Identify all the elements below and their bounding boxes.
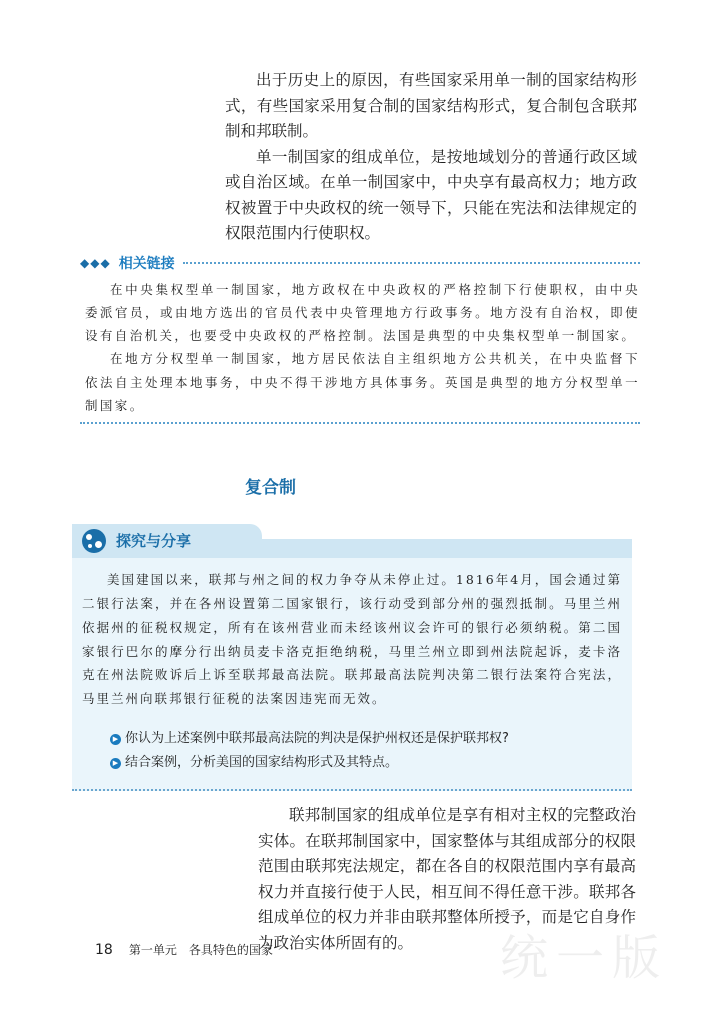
page-number: 18 (95, 942, 113, 958)
explore-title: 探究与分享 (116, 532, 192, 551)
intro-text (225, 68, 637, 247)
paragraph: 美国建国以来，联邦与州之间的权力争夺从未停止过。1816年4月，国会通过第二银行法案，并在各州设置第二国家银行，该行动受到部分州的强烈抵制。马里兰州依据州的征税权规定，所有在该州营业而未经该州议会许可的银行必须纳税。第二国家银行巴尔的摩分行出纳员麦卡洛克拒绝纳税，马里兰州立即到州法院起诉，麦卡洛克在州法院败诉后上诉至联邦最高法院。联邦最高法院判决第二银行法案符合宪法，马里兰州向联邦银行征税的法案因违宪而无效。 (82, 572, 622, 707)
section-heading: 复合制 (245, 478, 296, 499)
diamond-icon: ◆◆◆ (80, 255, 111, 270)
paragraph: 在地方分权型单一制国家，地方居民依法自主组织地方公共机关，在中央监督下依法自主处理本地事务，中央不得干涉地方具体事务。英国是典型的地方分权型单一制国家。 (85, 351, 640, 413)
page-footer (95, 942, 273, 958)
related-link-title: 相关链接 (118, 255, 175, 272)
question-item: ▶ 你认为上述案例中联邦最高法院的判决是保护州权还是保护联邦权? (110, 727, 622, 751)
related-link-box (80, 253, 640, 425)
paragraph: 联邦制国家的组成单位是享有相对主权的完整政治实体。在联邦制国家中，国家整体与其组成部分的权限范围由联邦宪法规定，都在各自的权限范围内享有最高权力并直接行使于人民，相互间不得任意干涉。联邦各组成单位的权力并非由联邦整体所授予，而是它自身作为政治实体所固有的。 (258, 806, 636, 952)
question-item: ▶ 结合案例，分析美国的国家结构形式及其特点。 (110, 751, 622, 775)
divider (183, 262, 640, 264)
paragraph: 出于历史上的原因，有些国家采用单一制的国家结构形式，有些国家采用复合制的国家结构形式，复合制包含联邦制和邦联制。 (225, 71, 637, 140)
arrow-bullet-icon: ▶ (110, 734, 121, 745)
chapter-title: 第一单元 各具特色的国家 (128, 943, 273, 957)
paragraph: 单一制国家的组成单位，是按地域划分的普通行政区域或自治区域。在单一制国家中，中央享有最高权力；地方政权被置于中央政权的统一领导下，只能在宪法和法律规定的权限范围内行使职权。 (225, 147, 637, 242)
watermark: 统一版 (500, 930, 669, 986)
divider (80, 422, 640, 424)
arrow-bullet-icon: ▶ (110, 758, 121, 769)
paragraph: 在中央集权型单一制国家，地方政权在中央政权的严格控制下行使职权，由中央委派官员，或由地方选出的官员代表中央管理地方行政事务。地方没有自治权，即使设有自治机关，也要受中央政权的严格控制。法国是典型的中央集权型单一制国家。 (85, 281, 640, 344)
explore-share-box (72, 524, 632, 791)
